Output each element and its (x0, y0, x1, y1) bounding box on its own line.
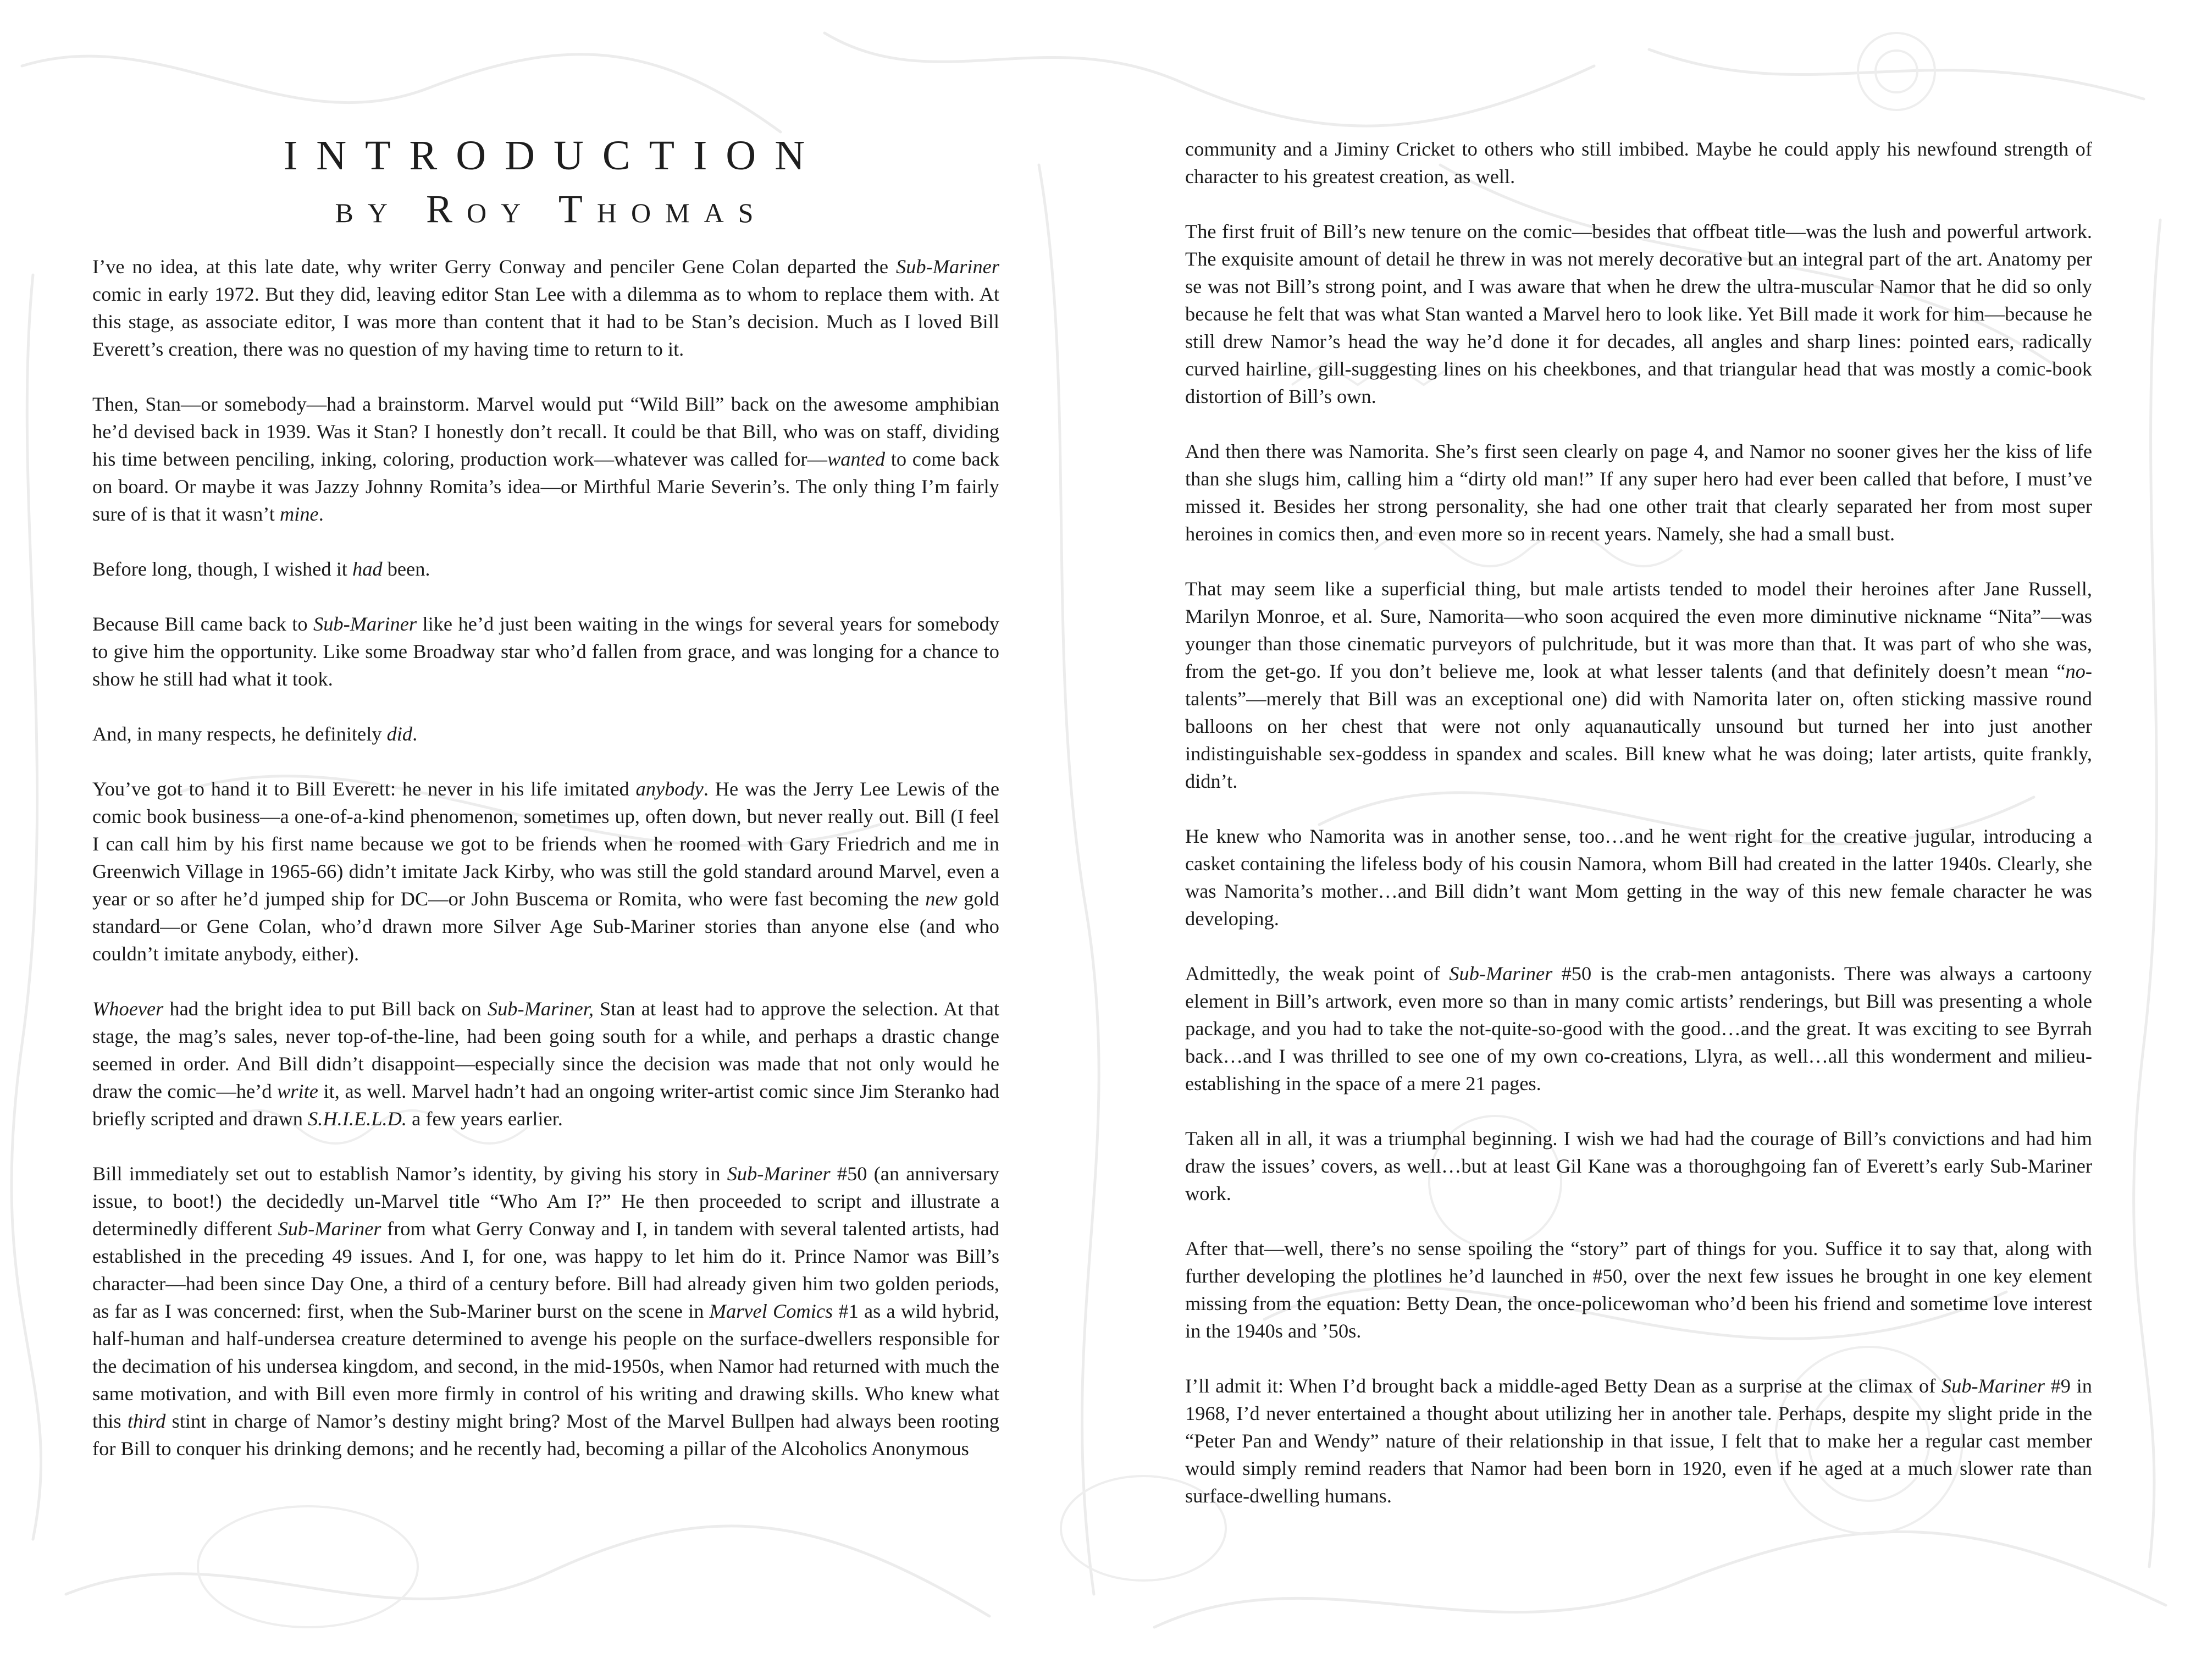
byline: by Roy Thomas (335, 187, 768, 231)
page-title: INTRODUCTION (283, 132, 824, 179)
paragraph (1185, 135, 2092, 190)
paragraph (92, 1160, 999, 1462)
text-run: to come back on board. Or maybe it was Jazzy Johnny Romita’s idea—or Mirthful Marie Severin’s. The only thing I’m fairly sure of is that it wasn’t (92, 448, 999, 525)
italic-text-run: new (925, 888, 958, 910)
text-run: I’ve no idea, at this late date, why writer Gerry Conway and penciler Gene Colan departed the (92, 256, 896, 278)
text-run: Then, Stan—or somebody—had a brainstorm. Marvel would put “Wild Bill” back on the awesome amphibian he’d devised back in 1939. Was it Stan? I honestly don’t recall. It could be that Bill, who was on staff, dividing his time between penciling, inking, coloring, production work—whatever was called for— (92, 393, 999, 470)
text-run: . (412, 723, 418, 745)
italic-text-run: no (2065, 660, 2086, 682)
text-run: had the bright idea to put Bill back on (163, 998, 488, 1020)
italic-text-run: third (127, 1410, 166, 1432)
text-run: Before long, though, I wished it (92, 558, 353, 580)
italic-text-run: did (386, 723, 413, 745)
text-run: He knew who Namorita was in another sense, too…and he went right for the creative jugular, introducing a casket containing the lifeless body of his cousin Namora, whom Bill had created in the latter 1940s. Clearly, she was Namorita’s mother…and Bill didn’t want Mom getting in the way of this new female character he was developing. (1185, 825, 2092, 930)
italic-text-run: Marvel Comics (709, 1300, 833, 1322)
text-run: #50 is the crab-men antagonists. There was always a cartoony element in Bill’s artwork, even more so than in many comic artists’ renderings, but Bill was presenting a whole package, and you had to take the not-quite-so-good with the good…and the great. It was exciting to see Byrrah back…and I was thrilled to see one of my own co-creations, Llyra, as well…all this wonderment and milieu-establishing in the space of a mere 21 pages. (1185, 963, 2092, 1095)
text-run: And, in many respects, he definitely (92, 723, 387, 745)
text-run: community and a Jiminy Cricket to others who still imbibed. Maybe he could apply his newfound strength of character to his greatest creation, as well. (1185, 138, 2092, 187)
italic-text-run: had (352, 558, 383, 580)
paragraph (1185, 1372, 2092, 1510)
paragraph (92, 253, 999, 363)
paragraph (1185, 438, 2092, 548)
text-run: And then there was Namorita. She’s first seen clearly on page 4, and Namor no sooner gives her the kiss of life than she slugs him, calling him a “dirty old man!” If any super hero had ever been called that before, I must’ve missed it. Besides her strong personality, she had one other trait that clearly separated her from most super heroines in comics then, and even more so in recent years. Namely, she had a small bust. (1185, 440, 2092, 545)
italic-text-run: mine (279, 503, 319, 525)
text-run: from what Gerry Conway and I, in tandem with several talented artists, had established in the preceding 49 issues. And I, for one, was happy to let him do it. Prince Namor was Bill’s character—had been since Day One, a third of a century before. Bill had already given him two golden periods, as far as I was concerned: first, when the Sub-Mariner burst on the scene in (92, 1218, 999, 1322)
text-run: You’ve got to hand it to Bill Everett: he never in his life imitated (92, 778, 636, 800)
text-run: After that—well, there’s no sense spoiling the “story” part of things for you. Suffice it to say that, along with further developing the plotlines he’d launched in #50, over the next few issues he brought in one key element missing from the equation: Betty Dean, the once-policewoman who’d been his friend and sometime love interest in the 1940s and ’50s. (1185, 1237, 2092, 1342)
italic-text-run: Sub-Mariner (313, 613, 417, 635)
text-run: . (318, 503, 324, 525)
paragraph (1185, 218, 2092, 410)
text-run: a few years earlier. (407, 1108, 563, 1130)
italic-text-run: Whoever (92, 998, 164, 1020)
italic-text-run: Sub-Mariner, (487, 998, 594, 1020)
text-run: #1 as a wild hybrid, half-human and half-undersea creature determined to avenge his people on the surface-dwellers responsible for the decimation of his undersea kingdom, and second, in the mid-1950s, when Namor had returned with much the same motivation, and with Bill even more firmly in control of his writing and drawing skills. Who knew what this (92, 1300, 999, 1432)
paragraph (92, 610, 999, 693)
paragraph (92, 720, 999, 748)
italic-text-run: Sub-Mariner (1941, 1375, 2045, 1397)
left-text-column (92, 253, 999, 1462)
text-run: gold standard—or Gene Colan, who’d drawn more Silver Age Sub-Mariner stories than anyone else (and who couldn’t imitate anybody, either). (92, 888, 999, 965)
text-run: That may seem like a superficial thing, but male artists tended to model their heroines after Jane Russell, Marilyn Monroe, et al. Sure, Namorita—who soon acquired the even more diminutive nickname “Nita”—was younger than those cinematic purveyors of pulchritude, but it was more than that. It was part of who she was, from the get-go. If you don’t believe me, look at what lesser talents (and that definitely doesn’t mean “ (1185, 578, 2092, 682)
text-run: -talents”—merely that Bill was an exceptional one) did with Namorita later on, often sticking massive round balloons on her chest that were not only aquanautically unsound but turned her into just another indistinguishable sex-goddess in spandex and scales. Bill knew what he was doing; later artists, quite frankly, didn’t. (1185, 660, 2092, 792)
text-run: Bill immediately set out to establish Namor’s identity, by giving his story in (92, 1163, 727, 1185)
text-run: . He was the Jerry Lee Lewis of the comic book business—a one-of-a-kind phenomenon, sometimes up, often down, but never really out. Bill (I feel I can call him by his first name because we got to be friends when he roomed with Gary Friedrich and me in Greenwich Village in 1965-66) didn’t imitate Jack Kirby, who was still the gold standard around Marvel, even a year or so after he’d jumped ship for DC—or John Buscema or Romita, who were fast becoming the (92, 778, 999, 910)
right-page (1093, 0, 2185, 1680)
text-run: I’ll admit it: When I’d brought back a middle-aged Betty Dean as a surprise at the climax of (1185, 1375, 1941, 1397)
text-run: The first fruit of Bill’s new tenure on the comic—besides that offbeat title—was the lush and powerful artwork. The exquisite amount of detail he threw in was not merely decorative but an integral part of the art. Anatomy per se was not Bill’s strong point, and I was aware that when he drew the ultra-muscular Namor that he did so only because he felt that was what Stan wanted a Marvel hero to look like. Yet Bill made it work for him—because he still drew Namor’s head the way he’d done it for decades, all angles and sharp lines: pointed ears, radically curved hairline, gill-suggesting lines on his cheekbones, and that triangular head that was mostly a comic-book distortion of Bill’s own. (1185, 220, 2092, 407)
paragraph (1185, 1125, 2092, 1207)
text-run: Admittedly, the weak point of (1185, 963, 1450, 985)
italic-text-run: Sub-Mariner (278, 1218, 381, 1240)
paragraph (1185, 1235, 2092, 1345)
italic-text-run: Sub-Mariner (1449, 963, 1553, 985)
paragraph (92, 775, 999, 968)
text-run: stint in charge of Namor’s destiny might bring? Most of the Marvel Bullpen had always been rooting for Bill to conquer his drinking demons; and he recently had, becoming a pillar of the Alcoholics Anonymous (92, 1410, 999, 1460)
text-run: it, as well. Marvel hadn’t had an ongoing writer-artist comic since Jim Steranko had briefly scripted and drawn (92, 1080, 999, 1130)
paragraph (92, 555, 999, 583)
italic-text-run: Sub-Mariner (727, 1163, 831, 1185)
paragraph (92, 390, 999, 528)
italic-text-run: wanted (827, 448, 886, 470)
paragraph (92, 995, 999, 1132)
paragraph (1185, 575, 2092, 795)
text-run: like he’d just been waiting in the wings for several years for somebody to give him the opportunity. Like some Broadway star who’d fallen from grace, and was longing for a chance to show he still had what it took. (92, 613, 999, 690)
text-run: been. (382, 558, 430, 580)
text-run: Stan at least had to approve the selection. At that stage, the mag’s sales, never top-of-the-line, had been going south for a while, and perhaps a drastic change seemed in order. And Bill didn’t disappoint—especially since the decision was made that not only would he draw the comic—he’d (92, 998, 999, 1102)
text-run: Taken all in all, it was a triumphal beginning. I wish we had had the courage of Bill’s convictions and had him draw the issues’ covers, as well…but at least Gil Kane was a thoroughgoing fan of Everett’s early Sub-Mariner work. (1185, 1128, 2092, 1204)
italic-text-run: write (277, 1080, 318, 1102)
italic-text-run: Sub-Mariner (896, 256, 999, 278)
paragraph (1185, 960, 2092, 1097)
title-block (88, 129, 1000, 234)
italic-text-run: S.H.I.E.L.D. (308, 1108, 407, 1130)
right-text-column (1185, 135, 2092, 1510)
text-run: #9 in 1968, I’d never entertained a thought about utilizing her in another tale. Perhaps, despite my slight pride in the “Peter Pan and Wendy” nature of their relationship in that issue, I felt that to make her a regular cast member would simply remind readers that Namor had been born in 1920, even if he aged at a much slower rate than surface-dwelling humans. (1185, 1375, 2092, 1507)
text-run: #50 (an anniversary issue, to boot!) the decidedly un-Marvel title “Who Am I?” He then proceeded to script and illustrate a determinedly different (92, 1163, 999, 1240)
paragraph (1185, 822, 2092, 932)
text-run: comic in early 1972. But they did, leaving editor Stan Lee with a dilemma as to whom to replace them with. At this stage, as associate editor, I was more than content that it had to be Stan’s decision. Much as I loved Bill Everett’s creation, there was no question of my having time to return to it. (92, 283, 999, 360)
text-run: Because Bill came back to (92, 613, 314, 635)
italic-text-run: anybody (635, 778, 704, 800)
